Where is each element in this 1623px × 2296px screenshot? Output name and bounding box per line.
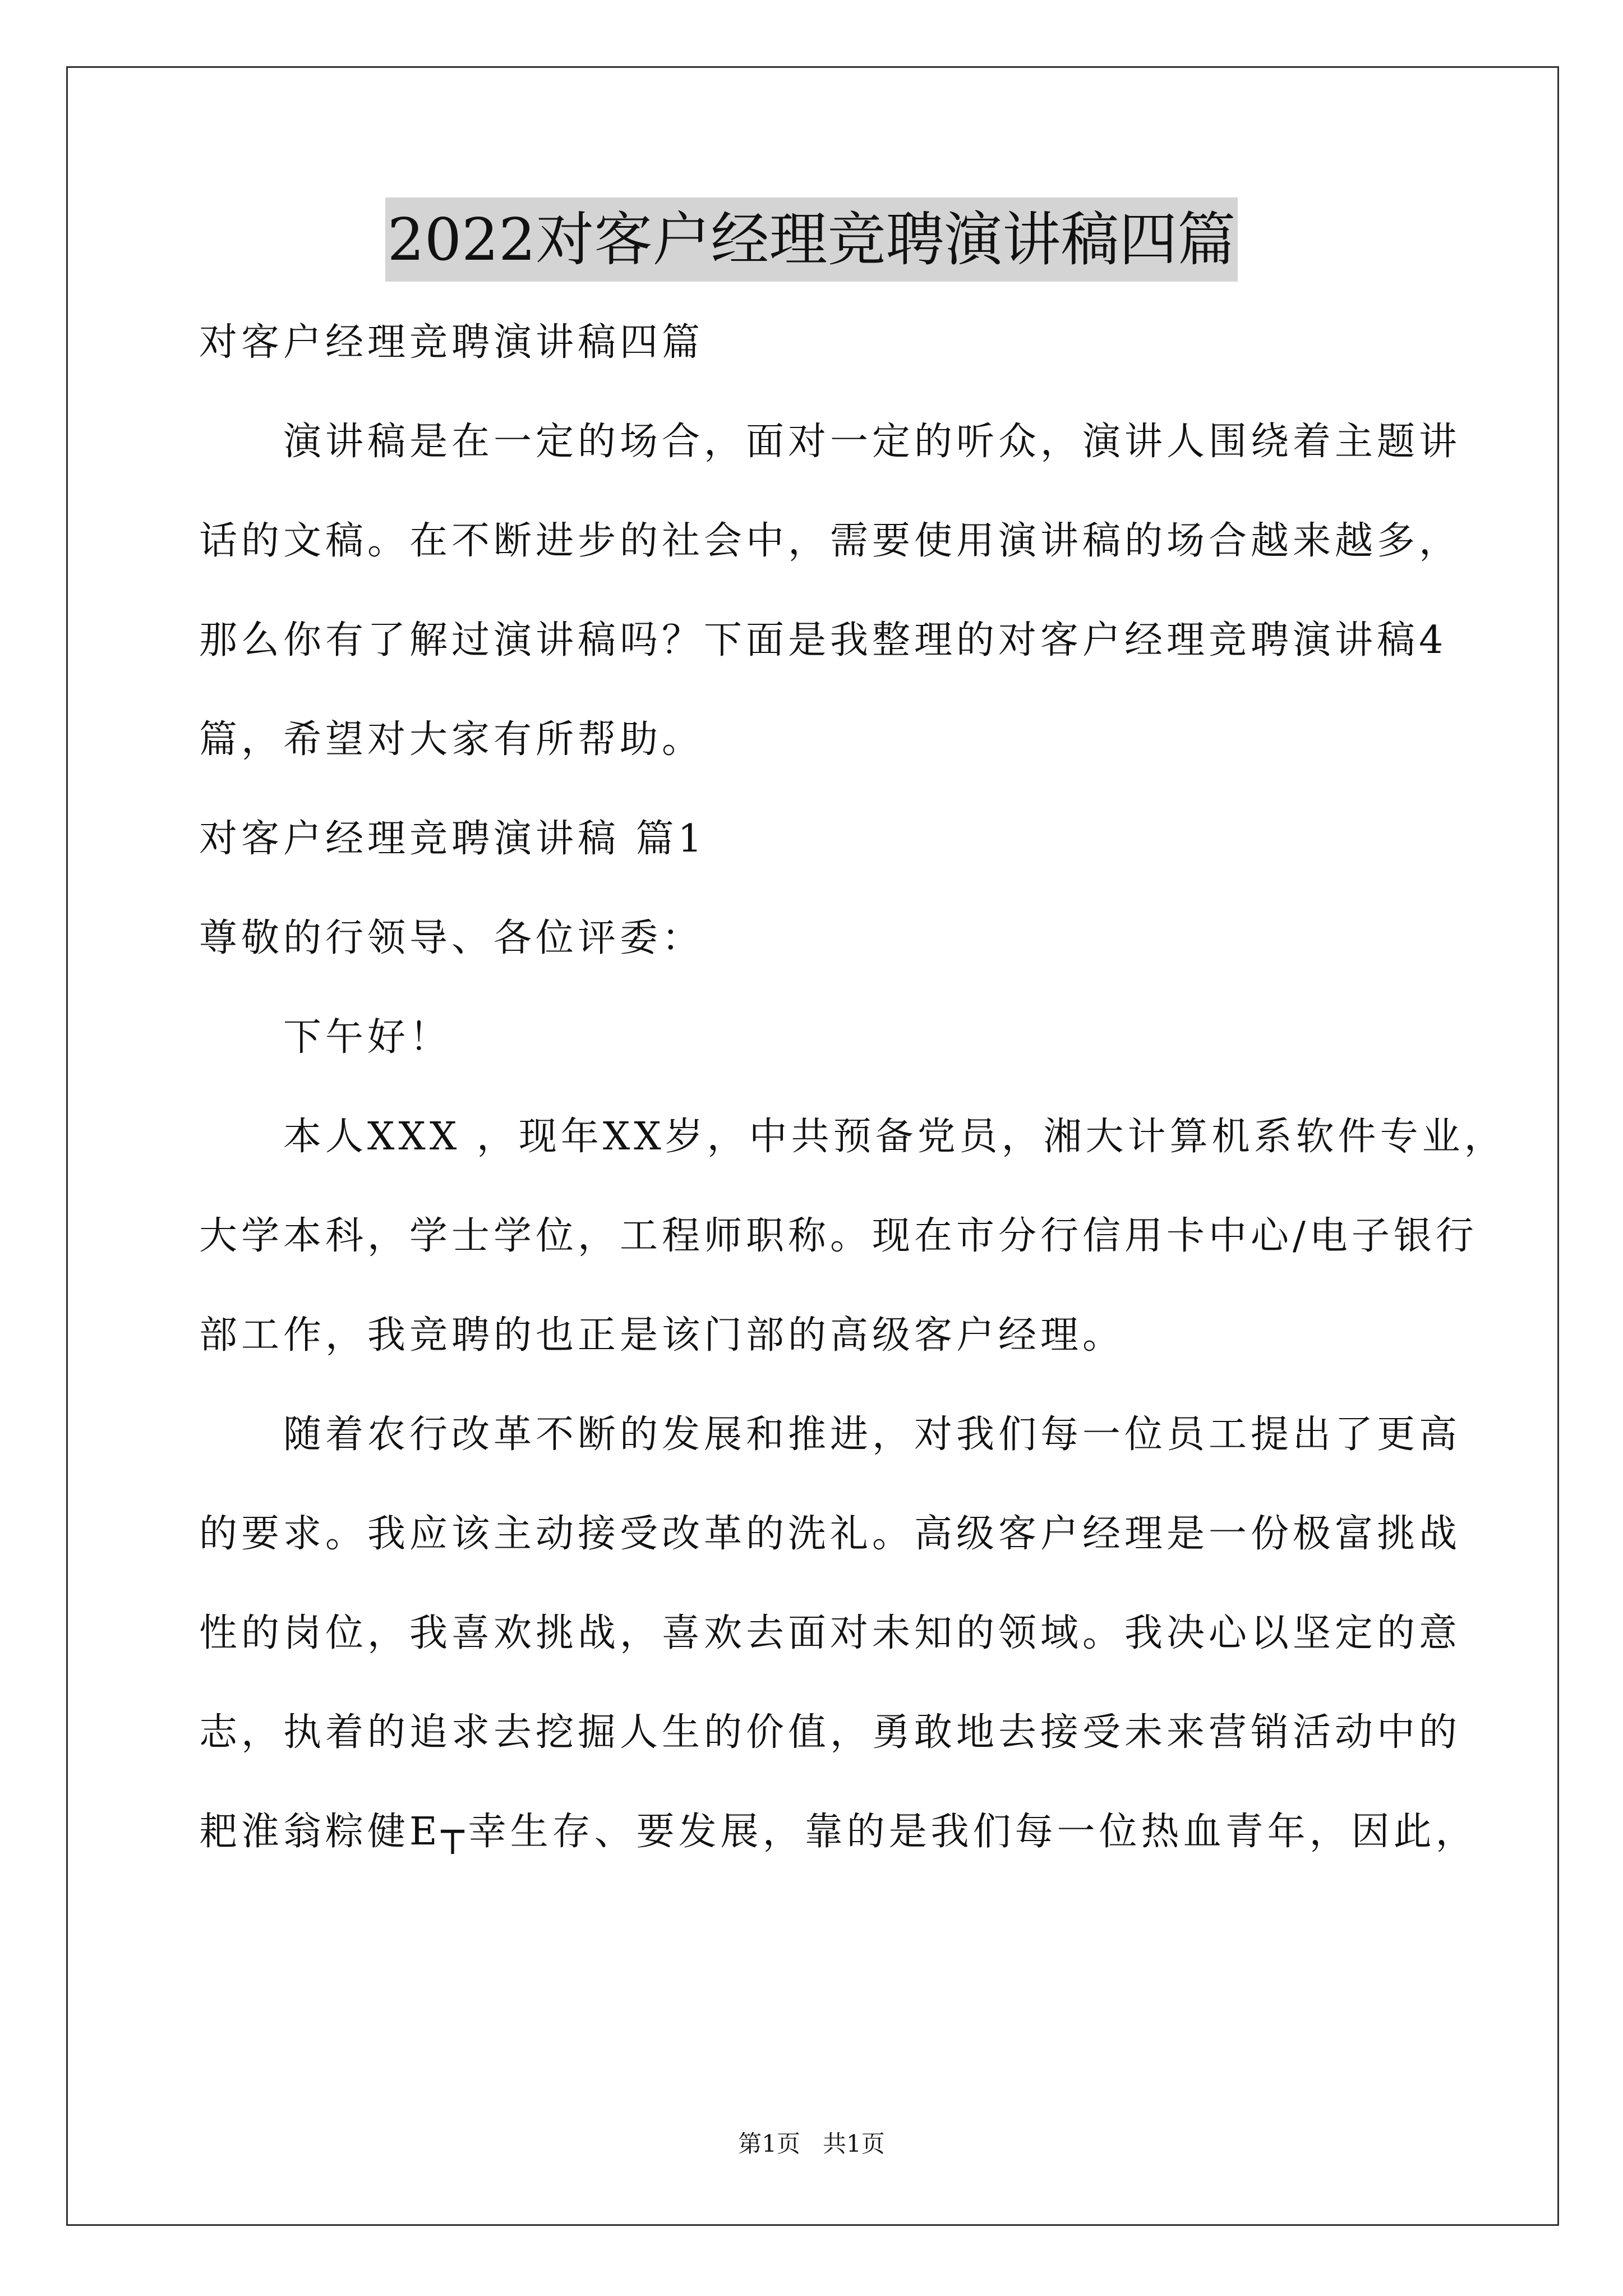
page-number: 第1页	[738, 2130, 800, 2157]
body-line: 志，执着的追求去挖掘人生的价值，勇敢地去接受未来营销活动中的	[199, 1710, 1461, 1755]
body-line: 部工作，我竞聘的也正是该门部的高级客户经理。	[199, 1313, 1125, 1358]
section-heading: 对客户经理竞聘演讲稿 篇1	[199, 817, 706, 861]
body-line: 那么你有了解过演讲稿吗？下面是我整理的对客户经理竞聘演讲稿4	[199, 618, 1447, 662]
body-line: 性的岗位，我喜欢挑战，喜欢去面对未知的领域。我决心以坚定的意	[199, 1611, 1461, 1655]
body-line: 大学本科，学士学位，工程师职称。现在市分行信用卡中心/电子银行	[199, 1214, 1478, 1258]
page-total: 共1页	[823, 2130, 885, 2157]
greeting: 下午好！	[283, 1015, 452, 1060]
body-line: 演讲稿是在一定的场合，面对一定的听众，演讲人围绕着主题讲	[283, 420, 1461, 464]
title-container	[0, 197, 1623, 282]
salutation: 尊敬的行领导、各位评委：	[199, 916, 704, 960]
body-line: 本人XXX ，现年XX岁，中共预备党员，湘大计算机系软件专业，	[283, 1115, 1506, 1159]
body-line: 随着农行改革不断的发展和推进，对我们每一位员工提出了更高	[283, 1412, 1461, 1457]
body-line: 对客户经理竞聘演讲稿四篇	[199, 320, 704, 365]
document-title: 2022对客户经理竞聘演讲稿四篇	[385, 197, 1238, 282]
document-body	[199, 312, 1506, 1901]
body-line: 的要求。我应该主动接受改革的洗礼。高级客户经理是一份极富挑战	[199, 1512, 1461, 1556]
body-line: 耙淮翁粽健E┬幸生存、要发展，靠的是我们每一位热血青年，因此，	[199, 1810, 1478, 1854]
body-line: 话的文稿。在不断进步的社会中，需要使用演讲稿的场合越来越多，	[199, 519, 1461, 563]
page-footer	[0, 2127, 1623, 2161]
body-line: 篇，希望对大家有所帮助。	[199, 717, 704, 762]
